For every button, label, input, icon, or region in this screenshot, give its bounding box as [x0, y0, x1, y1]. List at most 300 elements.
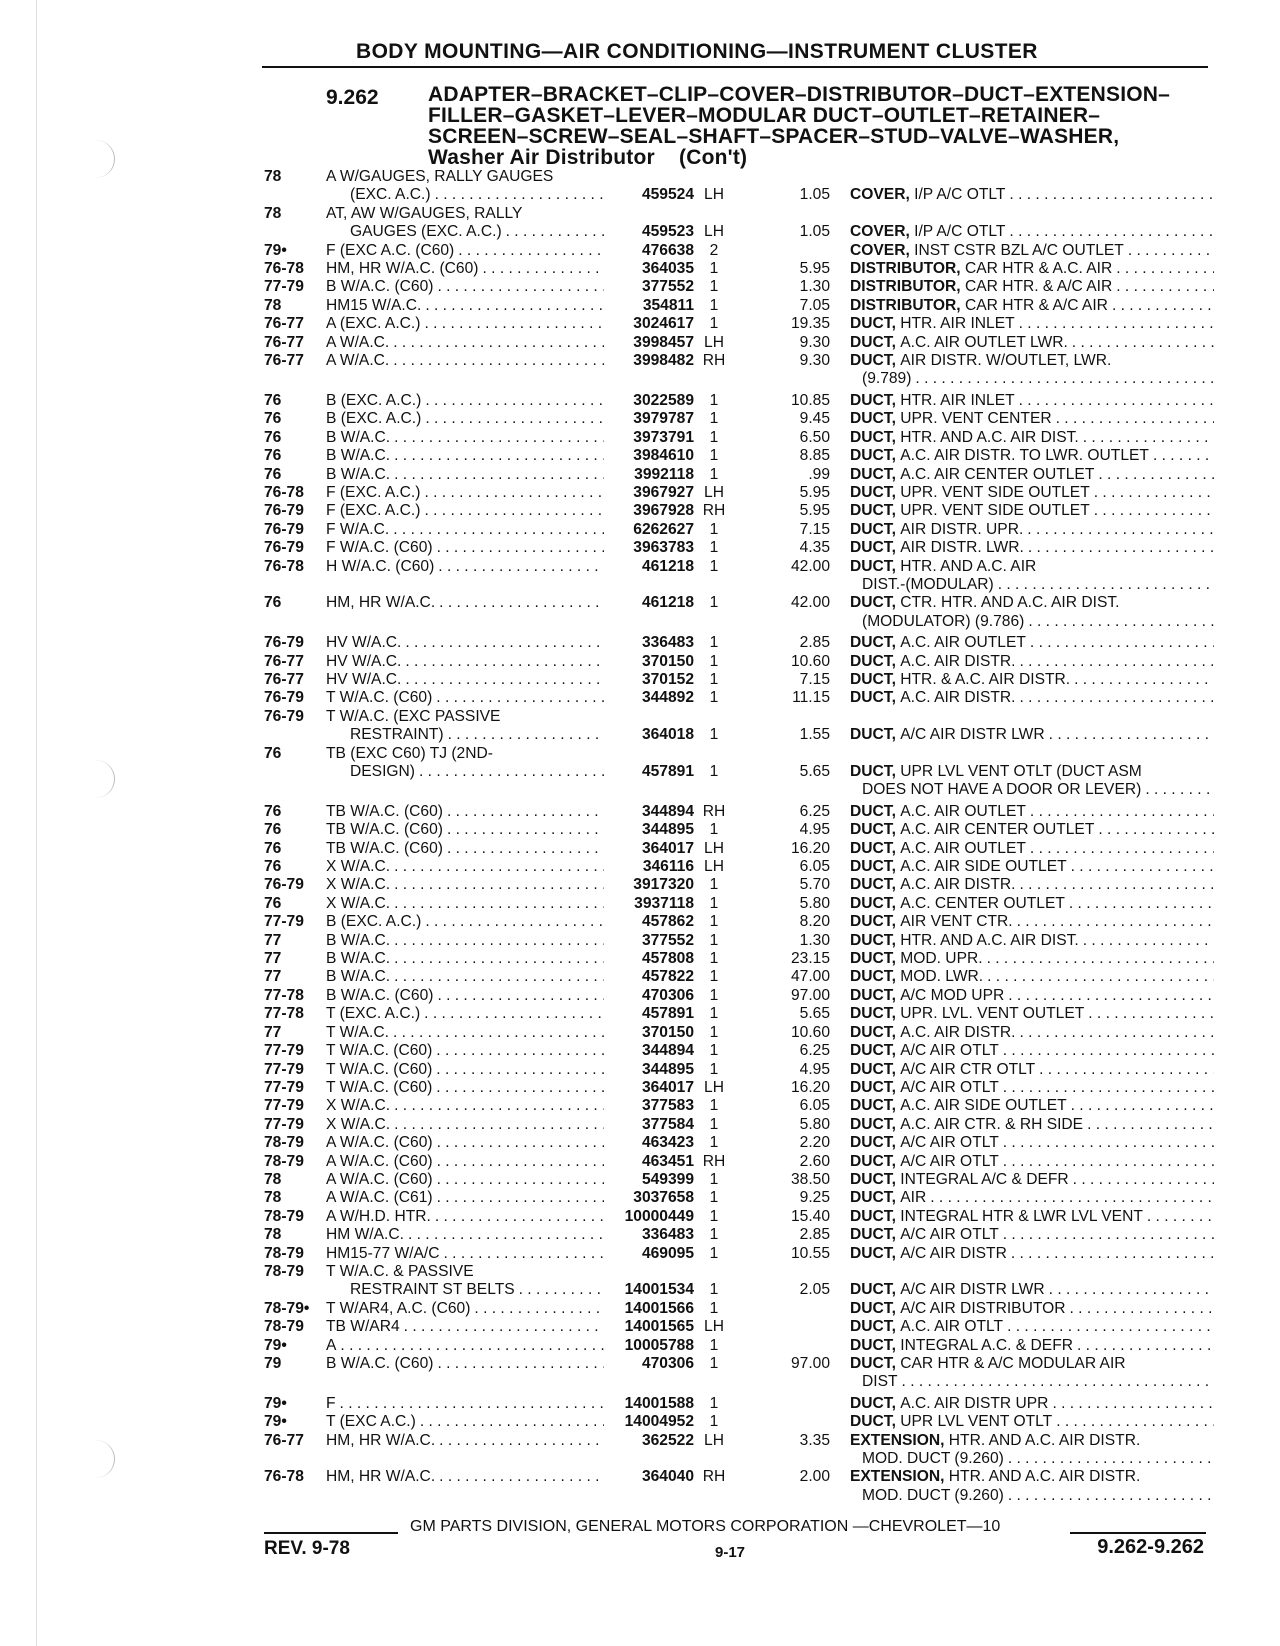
quantity: 1	[709, 634, 719, 652]
description-line	[850, 932, 1214, 950]
description-cell	[836, 1116, 1214, 1134]
description-line	[850, 594, 1214, 612]
quantity: 1	[709, 465, 719, 483]
quantity-cell	[694, 840, 734, 858]
application-cell	[326, 539, 604, 557]
price-cell	[734, 1061, 836, 1079]
quantity: 1	[709, 428, 719, 446]
description-text: A.C. AIR DISTR.	[900, 689, 1016, 707]
description-cell	[836, 334, 1214, 352]
application-line	[326, 297, 604, 315]
application-cell	[326, 429, 604, 447]
description-text: A.C. AIR DISTR.	[900, 876, 1016, 894]
parts-row	[264, 1468, 1214, 1505]
application-text: B W/A.C. (C60)	[326, 986, 434, 1004]
leader-dots	[390, 876, 604, 894]
quantity-cell	[694, 876, 734, 894]
parts-row	[264, 297, 1214, 315]
model-year: 79	[264, 1355, 282, 1372]
application-text: (EXC. A.C.)	[350, 186, 431, 204]
application-text: T (EXC. A.C.)	[326, 1005, 421, 1023]
part-number-cell	[604, 484, 694, 502]
parts-row	[264, 1024, 1214, 1042]
description-text: AIR DISTR. W/OUTLET, LWR.	[900, 352, 1112, 370]
description-text: A/C AIR DISTR	[900, 1244, 1007, 1262]
price-cell	[734, 1413, 836, 1431]
part-name: COVER,	[850, 186, 910, 204]
description-line	[850, 1134, 1214, 1152]
description-cell	[836, 502, 1214, 520]
description-cell	[836, 447, 1214, 465]
model-year: 78	[264, 1226, 282, 1244]
leader-dots	[999, 1153, 1214, 1171]
application-cell	[326, 950, 604, 968]
model-year-cell	[264, 858, 326, 876]
leader-dots	[1016, 689, 1214, 707]
part-number: 14001534	[624, 1281, 694, 1299]
part-number-cell	[604, 1263, 694, 1300]
model-year-cell	[264, 484, 326, 502]
part-number: 549399	[641, 1170, 694, 1188]
description-cell	[836, 278, 1214, 296]
application-line	[326, 392, 604, 410]
description-cell	[836, 1079, 1214, 1097]
model-year: 77-78	[264, 1005, 304, 1023]
application-cell	[326, 558, 604, 595]
quantity-cell	[694, 1208, 734, 1226]
price: 6.50	[799, 428, 830, 446]
price-cell	[734, 1263, 836, 1300]
description-text: INST CSTR BZL A/C OUTLET	[914, 241, 1124, 259]
application-cell	[326, 745, 604, 800]
description-text: A.C. AIR DISTR. TO LWR. OUTLET	[900, 447, 1149, 465]
application-line	[326, 1116, 604, 1134]
leader-dots	[1112, 260, 1214, 278]
model-year-cell	[264, 671, 326, 689]
application-cell	[326, 987, 604, 1005]
quantity-cell	[694, 1134, 734, 1152]
section-number: 9.262	[326, 86, 379, 109]
model-year-cell	[264, 745, 326, 800]
model-year-cell	[264, 708, 326, 745]
price: 16.20	[790, 1078, 830, 1096]
application-line	[326, 1281, 604, 1299]
model-year-cell	[264, 392, 326, 410]
parts-row	[264, 932, 1214, 950]
model-year: 76	[264, 410, 282, 428]
description-line	[850, 671, 1214, 689]
quantity: 1	[709, 1413, 719, 1431]
description-text: A.C. AIR CENTER OUTLET	[900, 821, 1095, 839]
leader-dots	[336, 1395, 604, 1413]
description-line	[850, 297, 1214, 315]
model-year-cell	[264, 168, 326, 205]
application-line	[326, 726, 604, 744]
model-year-cell	[264, 1171, 326, 1189]
part-number: 377552	[641, 278, 694, 296]
model-year-cell	[264, 1300, 326, 1318]
leader-dots	[1015, 315, 1214, 333]
title-rule	[262, 66, 1208, 68]
parts-row	[264, 1300, 1214, 1318]
description-line	[850, 260, 1214, 278]
model-year-cell	[264, 968, 326, 986]
application-text: A W/A.C. (C60)	[326, 1170, 433, 1188]
description-text: HTR. AND A.C. AIR DISTR.	[948, 1468, 1141, 1486]
price: 4.95	[799, 1060, 830, 1078]
part-number: 6262627	[633, 520, 694, 538]
part-number-cell	[604, 803, 694, 821]
quantity-cell	[694, 913, 734, 931]
model-year-cell	[264, 876, 326, 894]
leader-dots	[443, 840, 604, 858]
part-number-cell	[604, 447, 694, 465]
parts-row	[264, 895, 1214, 913]
model-year: 76-78	[264, 260, 304, 278]
price: 10.60	[790, 652, 830, 670]
description-text: A/C AIR OTLT	[900, 1226, 999, 1244]
description-text: AIR DISTR. UPR.	[900, 520, 1024, 538]
application-text: HM15 W/A.C.	[326, 296, 422, 314]
part-number: 336483	[641, 1226, 694, 1244]
description-cell	[836, 429, 1214, 447]
description-line	[850, 1355, 1214, 1373]
part-name: DUCT,	[850, 1355, 896, 1372]
application-text: A W/A.C. (C60)	[326, 1134, 433, 1152]
model-year: 77-79	[264, 278, 304, 296]
model-year-cell	[264, 1337, 326, 1355]
leader-dots	[1003, 1318, 1214, 1336]
price: 2.05	[799, 1281, 830, 1299]
description-line	[850, 484, 1214, 502]
application-line	[326, 1468, 604, 1486]
application-text: A W/A.C. (C60)	[326, 1152, 433, 1170]
description-text: CAR HTR & A/C AIR	[964, 296, 1108, 314]
application-cell	[326, 634, 604, 652]
application-line	[326, 186, 604, 204]
model-year: 77	[264, 950, 282, 968]
part-number: 457862	[641, 913, 694, 931]
application-text: B W/A.C.	[326, 950, 391, 968]
leader-dots	[433, 1189, 604, 1207]
application-line	[326, 858, 604, 876]
leader-dots	[1026, 840, 1214, 858]
price-cell	[734, 950, 836, 968]
leader-dots	[1094, 821, 1214, 839]
part-name: DUCT,	[850, 1152, 896, 1170]
description-line	[850, 502, 1214, 520]
quantity: 1	[709, 315, 719, 333]
description-text: A.C. AIR OUTLET	[900, 802, 1026, 820]
model-year: 76-79	[264, 707, 304, 725]
quantity: LH	[704, 186, 724, 204]
part-number: 14001566	[624, 1299, 694, 1317]
description-text: A/C AIR OTLT	[900, 1078, 999, 1096]
application-cell	[326, 205, 604, 242]
model-year-cell	[264, 1432, 326, 1469]
application-line	[326, 260, 604, 278]
parts-row	[264, 803, 1214, 821]
parts-row	[264, 1245, 1214, 1263]
application-cell	[326, 689, 604, 707]
price-cell	[734, 1079, 836, 1097]
parts-row	[264, 315, 1214, 333]
application-text: F (EXC. A.C.)	[326, 483, 421, 501]
leader-dots	[1052, 1413, 1214, 1431]
description-text: I/P A/C OTLT	[914, 186, 1006, 204]
part-number: 470306	[641, 1355, 694, 1372]
parts-row	[264, 392, 1214, 410]
price-cell	[734, 745, 836, 800]
parts-row	[264, 689, 1214, 707]
model-year-cell	[264, 260, 326, 278]
application-text: T W/A.C. (C60)	[326, 1060, 433, 1078]
price-cell	[734, 1097, 836, 1115]
model-year: 77	[264, 1023, 282, 1041]
application-text: RESTRAINT)	[350, 726, 444, 744]
model-year-cell	[264, 334, 326, 352]
parts-row	[264, 913, 1214, 931]
application-cell	[326, 1024, 604, 1042]
description-text: A.C. AIR SIDE OUTLET	[900, 1097, 1067, 1115]
application-line	[326, 466, 604, 484]
quantity: LH	[704, 223, 724, 241]
part-name: DUCT,	[850, 726, 896, 744]
application-text: HM, HR W/A.C.	[326, 1468, 436, 1486]
parts-row	[264, 745, 1214, 800]
description-cell	[836, 932, 1214, 950]
part-number-cell	[604, 352, 694, 389]
price: 2.00	[799, 1468, 830, 1486]
parts-row	[264, 1355, 1214, 1392]
part-number-cell	[604, 466, 694, 484]
description-cell	[836, 1042, 1214, 1060]
parts-row	[264, 1208, 1214, 1226]
part-name: DUCT,	[850, 352, 896, 370]
model-year-cell	[264, 895, 326, 913]
price: 47.00	[790, 968, 830, 986]
leader-dots	[390, 429, 604, 447]
description-cell	[836, 594, 1214, 631]
application-cell	[326, 1134, 604, 1152]
model-year: 79•	[264, 1394, 287, 1412]
price-cell	[734, 1432, 836, 1469]
application-cell	[326, 392, 604, 410]
part-number: 3992118	[634, 465, 694, 483]
quantity-cell	[694, 484, 734, 502]
leader-dots	[1045, 1281, 1214, 1299]
description-line	[850, 1300, 1214, 1318]
parts-row	[264, 539, 1214, 557]
model-year: 77-79	[264, 1078, 304, 1096]
application-cell	[326, 1153, 604, 1171]
description-text: DIST	[862, 1373, 898, 1391]
model-year: 76-77	[264, 652, 304, 670]
application-text: HM, HR W/A.C.	[326, 1431, 436, 1449]
application-cell	[326, 1208, 604, 1226]
application-line	[326, 1263, 604, 1281]
application-cell	[326, 1263, 604, 1300]
leader-dots	[443, 803, 604, 821]
model-year: 76-79	[264, 689, 304, 707]
description-line	[850, 392, 1214, 410]
part-number: 370152	[641, 670, 694, 688]
description-line	[850, 1171, 1214, 1189]
price-cell	[734, 671, 836, 689]
description-cell	[836, 1355, 1214, 1392]
price: 2.85	[799, 1226, 830, 1244]
price: 6.05	[799, 858, 830, 876]
part-number-cell	[604, 895, 694, 913]
leader-dots	[1013, 913, 1214, 931]
quantity-cell	[694, 594, 734, 631]
parts-row	[264, 950, 1214, 968]
application-cell	[326, 653, 604, 671]
description-line	[850, 447, 1214, 465]
leader-dots	[994, 576, 1214, 594]
model-year: 76-77	[264, 315, 304, 333]
quantity: LH	[704, 858, 724, 876]
application-cell	[326, 521, 604, 539]
price: 5.70	[799, 876, 830, 894]
quantity: 1	[709, 296, 719, 314]
description-text: A/C AIR OTLT	[900, 1152, 999, 1170]
part-name: EXTENSION,	[850, 1431, 945, 1449]
leader-dots	[421, 392, 604, 410]
part-name: DISTRIBUTOR,	[850, 260, 961, 278]
model-year-cell	[264, 1226, 326, 1244]
description-cell	[836, 315, 1214, 333]
application-cell	[326, 297, 604, 315]
price-cell	[734, 858, 836, 876]
leader-dots	[1079, 429, 1214, 447]
price: 6.25	[799, 1042, 830, 1060]
part-number-cell	[604, 1097, 694, 1115]
part-number: 10000449	[624, 1207, 694, 1225]
description-cell	[836, 708, 1214, 745]
application-line	[326, 1079, 604, 1097]
description-line	[850, 370, 1214, 388]
description-line	[850, 1042, 1214, 1060]
description-line	[850, 1432, 1214, 1450]
quantity-cell	[694, 297, 734, 315]
description-text: UPR. VENT CENTER	[900, 410, 1052, 428]
part-name: DUCT,	[850, 858, 896, 876]
quantity-cell	[694, 895, 734, 913]
part-number-cell	[604, 502, 694, 520]
description-text: INTEGRAL A.C. & DEFR	[900, 1336, 1073, 1354]
description-line	[850, 1281, 1214, 1299]
description-cell	[836, 352, 1214, 389]
price: 38.50	[790, 1170, 830, 1188]
description-cell	[836, 1300, 1214, 1318]
part-name: DUCT,	[850, 1170, 896, 1188]
application-text: TB W/A.C. (C60)	[326, 821, 443, 839]
quantity-cell	[694, 260, 734, 278]
revision-label: REV. 9-78	[264, 1538, 350, 1559]
application-line	[326, 502, 604, 520]
price: 42.00	[790, 594, 830, 612]
part-name: DUCT,	[850, 1134, 896, 1152]
application-text: AT, AW W/GAUGES, RALLY	[326, 204, 523, 222]
application-text: TB W/A.C. (C60)	[326, 839, 443, 857]
quantity: 1	[709, 260, 719, 278]
part-number-cell	[604, 278, 694, 296]
model-year-cell	[264, 1208, 326, 1226]
description-line	[850, 1373, 1214, 1391]
parts-row	[264, 352, 1214, 389]
part-name: DUCT,	[850, 689, 896, 707]
application-line	[326, 1318, 604, 1336]
description-line	[850, 634, 1214, 652]
application-text: X W/A.C.	[326, 858, 391, 876]
parts-row	[264, 484, 1214, 502]
leader-dots	[415, 763, 604, 781]
description-text: A.C. AIR DISTR UPR	[900, 1394, 1049, 1412]
application-cell	[326, 352, 604, 389]
quantity-cell	[694, 352, 734, 389]
binder-hole-mark	[88, 760, 115, 798]
application-cell	[326, 1005, 604, 1023]
part-number-cell	[604, 858, 694, 876]
part-number: 14001588	[624, 1394, 694, 1412]
description-line	[850, 1450, 1214, 1468]
part-number: 457891	[641, 763, 694, 780]
application-line	[326, 205, 604, 223]
description-text: UPR. VENT SIDE OUTLET	[900, 483, 1090, 501]
application-text: T W/A.C. (C60)	[326, 689, 433, 707]
footer-publisher: GM PARTS DIVISION, GENERAL MOTORS CORPORATION —CHEVROLET—10	[410, 1518, 1001, 1535]
model-year: 76	[264, 428, 282, 446]
part-number-cell	[604, 594, 694, 631]
price: 8.85	[799, 447, 830, 465]
application-line	[326, 1153, 604, 1171]
part-number-cell	[604, 205, 694, 242]
model-year: 76	[264, 839, 282, 857]
application-line	[326, 447, 604, 465]
price-cell	[734, 821, 836, 839]
application-line	[326, 1061, 604, 1079]
parts-row	[264, 334, 1214, 352]
description-text: (MODULATOR) (9.786)	[862, 612, 1025, 630]
quantity: 1	[709, 410, 719, 428]
part-number: 14001565	[624, 1318, 694, 1336]
application-cell	[326, 410, 604, 428]
description-text: MOD. UPR.	[900, 950, 983, 968]
application-cell	[326, 594, 604, 631]
description-line	[850, 987, 1214, 1005]
description-text: A.C. AIR OUTLET LWR.	[900, 333, 1068, 351]
quantity: 1	[709, 1170, 719, 1188]
quantity-cell	[694, 558, 734, 595]
leader-dots	[983, 968, 1214, 986]
part-name: DUCT,	[850, 1097, 896, 1115]
leader-dots	[1035, 1061, 1214, 1079]
model-year: 77-78	[264, 986, 304, 1004]
part-number: 362522	[641, 1431, 694, 1449]
parts-row	[264, 1061, 1214, 1079]
application-text: GAUGES (EXC. A.C.)	[350, 223, 502, 241]
part-name: DUCT,	[850, 652, 896, 670]
leader-dots	[401, 653, 604, 671]
quantity-cell	[694, 278, 734, 296]
parts-row	[264, 168, 1214, 205]
model-year-cell	[264, 1468, 326, 1505]
part-name: DUCT,	[850, 447, 896, 465]
parts-row	[264, 1116, 1214, 1134]
quantity-cell	[694, 429, 734, 447]
price: 9.30	[799, 333, 830, 351]
